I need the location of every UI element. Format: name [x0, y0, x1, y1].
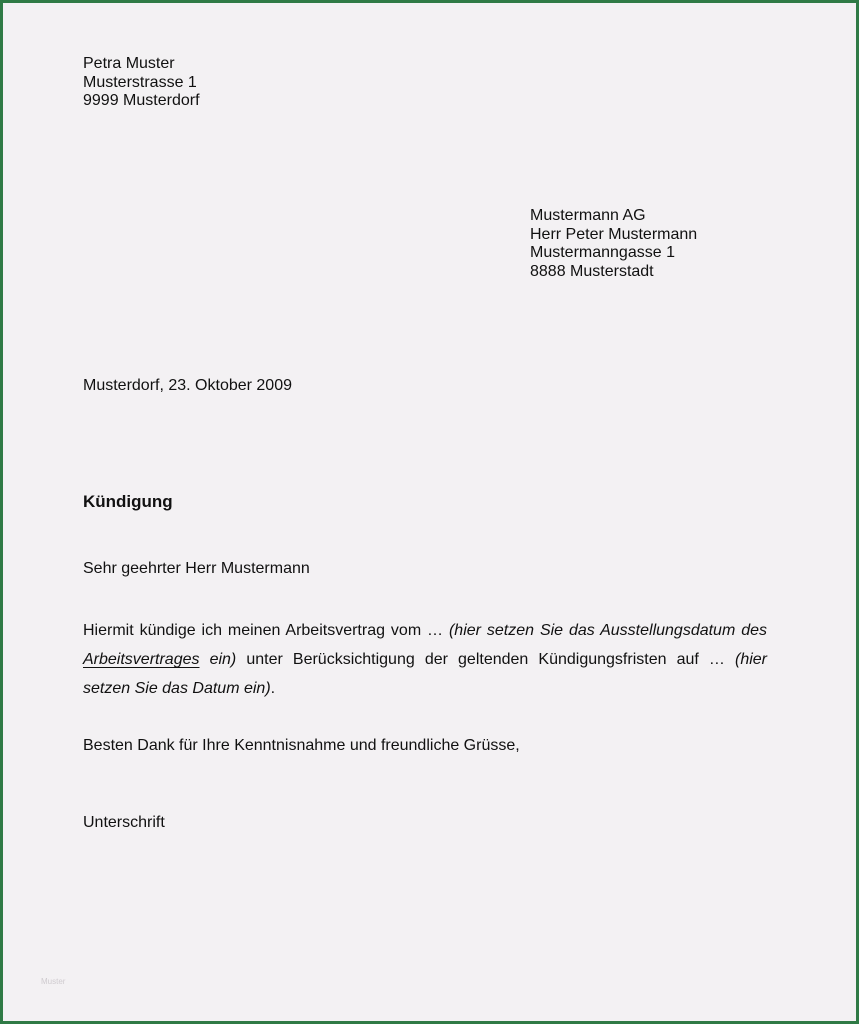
body-text-3: . — [270, 680, 276, 697]
recipient-address — [530, 207, 697, 281]
sender-name: Petra Muster — [83, 55, 175, 72]
body-italic-2: (hier setzen Sie das Datum ein) — [83, 651, 767, 697]
body-text-1: Hiermit kündige ich meinen Arbeitsvertrag vom … — [83, 622, 449, 639]
recipient-city: 8888 Musterstadt — [530, 262, 654, 280]
signature-label: Unterschrift — [83, 814, 165, 831]
watermark-text: Muster — [41, 977, 66, 986]
recipient-person: Herr Peter Mustermann — [530, 225, 698, 243]
body-italic-underlined: Arbeitsvertrages — [83, 651, 200, 668]
recipient-company: Mustermann AG — [530, 207, 646, 224]
sender-city: 9999 Musterdorf — [83, 92, 200, 109]
date-line: Musterdorf, 23. Oktober 2009 — [83, 377, 292, 394]
recipient-street: Mustermanngasse 1 — [530, 244, 675, 261]
body-italic-1b: ein) — [199, 651, 237, 668]
subject-heading: Kündigung — [83, 492, 173, 511]
sender-address — [83, 55, 200, 111]
closing-line: Besten Dank für Ihre Kenntnisnahme und freundliche Grüsse, — [83, 737, 520, 754]
salutation: Sehr geehrter Herr Mustermann — [83, 560, 310, 577]
sender-street: Musterstrasse 1 — [83, 73, 197, 91]
body-italic-1a: (hier setzen Sie das Ausstellungsdatum des — [448, 622, 767, 639]
body-paragraph — [83, 616, 767, 703]
body-text-2: unter Berücksichtigung der geltenden Kündigungsfristen auf … — [236, 651, 735, 668]
